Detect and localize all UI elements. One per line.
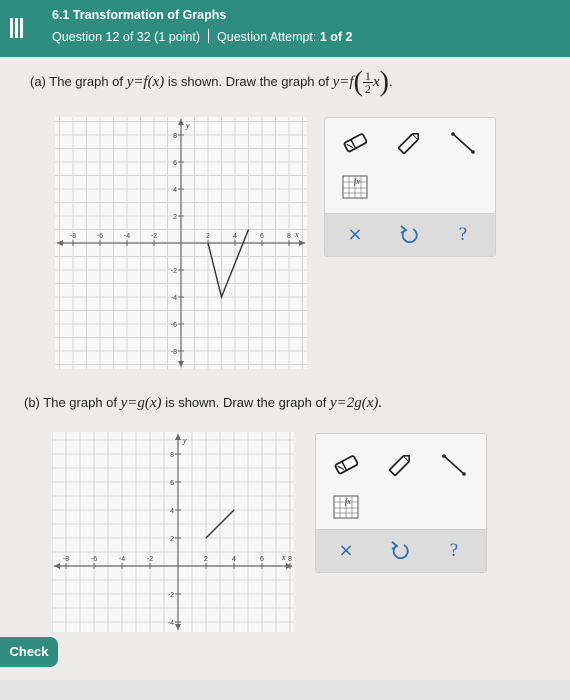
paren-open: ( — [353, 66, 363, 98]
y-tick-label: 4 — [170, 508, 174, 515]
part-a-fraction — [363, 70, 373, 95]
x-tick-label: -8 — [69, 233, 77, 240]
undo-button[interactable] — [395, 221, 423, 249]
y-tick-label: 2 — [173, 214, 177, 221]
check-button[interactable]: Check — [0, 637, 58, 667]
eraser-icon — [341, 130, 369, 156]
y-axis-name: y — [183, 436, 187, 445]
pencil-tool-button[interactable] — [386, 452, 414, 478]
eraser-tool-button[interactable] — [332, 452, 360, 478]
y-tick-label: -2 — [170, 268, 177, 275]
x-tick-label: -2 — [150, 233, 158, 240]
y-tick-label: -4 — [167, 620, 174, 627]
x-tick-label: -2 — [146, 556, 154, 563]
y-tick-label: 8 — [170, 452, 174, 459]
part-b-text-1: The graph of — [43, 395, 117, 410]
x-tick-label: 4 — [232, 556, 236, 563]
section-title: 6.1 Transformation of Graphs — [52, 8, 227, 22]
eraser-icon — [332, 452, 360, 478]
pencil-icon — [395, 130, 423, 156]
graph-a-canvas[interactable] — [55, 117, 307, 369]
graph-b-toolbox — [315, 433, 487, 573]
part-a-target-var: x — [372, 73, 380, 90]
x-axis-name: x — [295, 230, 299, 239]
undo-button[interactable] — [386, 537, 414, 565]
y-axis-arrow — [175, 624, 181, 630]
x-tick-label: -6 — [96, 233, 104, 240]
eraser-tool-button[interactable] — [341, 130, 369, 156]
function-tool-button[interactable] — [341, 174, 369, 200]
fraction-numerator: 1 — [364, 69, 371, 83]
y-tick-label: 4 — [173, 187, 177, 194]
svg-text:fx: fx — [354, 177, 360, 186]
part-a-text-2: is shown. Draw the graph of — [167, 73, 329, 89]
help-button[interactable]: ? — [458, 224, 468, 245]
line-tool-icon — [440, 452, 468, 478]
x-tick-label: 6 — [260, 233, 264, 240]
fraction-denominator: 2 — [364, 82, 371, 96]
part-a-prompt — [30, 66, 393, 98]
question-header — [0, 0, 570, 57]
line-tool-button[interactable] — [449, 130, 477, 156]
function-grid-icon — [341, 174, 369, 200]
attempt-value: 1 of 2 — [319, 30, 353, 44]
x-tick-label: -4 — [123, 233, 131, 240]
attempt-label: Question Attempt: — [217, 30, 317, 44]
menu-icon[interactable] — [10, 18, 24, 38]
y-tick-label: -2 — [167, 592, 174, 599]
part-a-text-1: The graph of — [49, 73, 123, 89]
part-b-prompt — [24, 395, 382, 412]
y-tick-label: -4 — [170, 295, 177, 302]
y-tick-label: 2 — [170, 536, 174, 543]
x-tick-label: 2 — [206, 233, 210, 240]
graph-a[interactable] — [55, 117, 307, 369]
part-b-target: y=2g(x). — [329, 395, 383, 411]
header-divider — [208, 29, 209, 43]
x-axis-arrow — [286, 563, 292, 569]
x-tick-label: 8 — [287, 233, 291, 240]
graph-b[interactable] — [52, 432, 294, 632]
x-tick-label: 8 — [288, 556, 292, 563]
x-axis-arrow — [54, 563, 60, 569]
x-tick-label: -6 — [90, 556, 98, 563]
part-b-text-2: is shown. Draw the graph of — [165, 395, 327, 410]
x-axis-name: x — [282, 553, 286, 562]
y-tick-label: 6 — [173, 160, 177, 167]
line-tool-icon — [449, 130, 477, 156]
y-tick-label: -6 — [170, 322, 177, 329]
y-tick-label: 6 — [170, 480, 174, 487]
undo-icon — [395, 221, 423, 249]
x-tick-label: -8 — [62, 556, 70, 563]
y-axis-name: y — [186, 121, 190, 130]
x-tick-label: -4 — [118, 556, 126, 563]
function-curve — [208, 230, 249, 298]
function-tool-button[interactable] — [332, 494, 360, 520]
part-a-func: y=f(x) — [126, 73, 165, 90]
graph-b-action-bar — [316, 529, 486, 572]
part-a-period: . — [388, 73, 393, 89]
question-progress: Question 12 of 32 (1 point) — [52, 30, 201, 44]
pencil-tool-button[interactable] — [395, 130, 423, 156]
y-tick-label: 8 — [173, 133, 177, 140]
part-a-label: (a) — [30, 73, 46, 89]
undo-icon — [386, 537, 414, 565]
part-b-label: (b) — [24, 395, 40, 410]
part-b-func: y=g(x) — [120, 395, 162, 411]
y-axis-arrow — [175, 434, 181, 440]
help-button[interactable]: ? — [449, 540, 459, 561]
svg-text:fx: fx — [345, 497, 351, 506]
x-tick-label: 2 — [204, 556, 208, 563]
x-tick-label: 6 — [260, 556, 264, 563]
x-tick-label: 4 — [233, 233, 237, 240]
question-info — [52, 29, 353, 44]
clear-button[interactable]: × — [338, 540, 354, 561]
paren-close: ) — [379, 66, 389, 98]
pencil-icon — [386, 452, 414, 478]
line-tool-button[interactable] — [440, 452, 468, 478]
function-grid-icon — [332, 494, 360, 520]
graph-a-toolbox — [324, 117, 496, 257]
y-tick-label: -8 — [170, 349, 177, 356]
graph-b-canvas[interactable] — [52, 432, 294, 632]
graph-a-action-bar — [325, 213, 495, 256]
bottom-bar — [0, 680, 570, 700]
clear-button[interactable]: × — [347, 224, 363, 245]
part-a-target-prefix: y=f — [332, 73, 354, 90]
